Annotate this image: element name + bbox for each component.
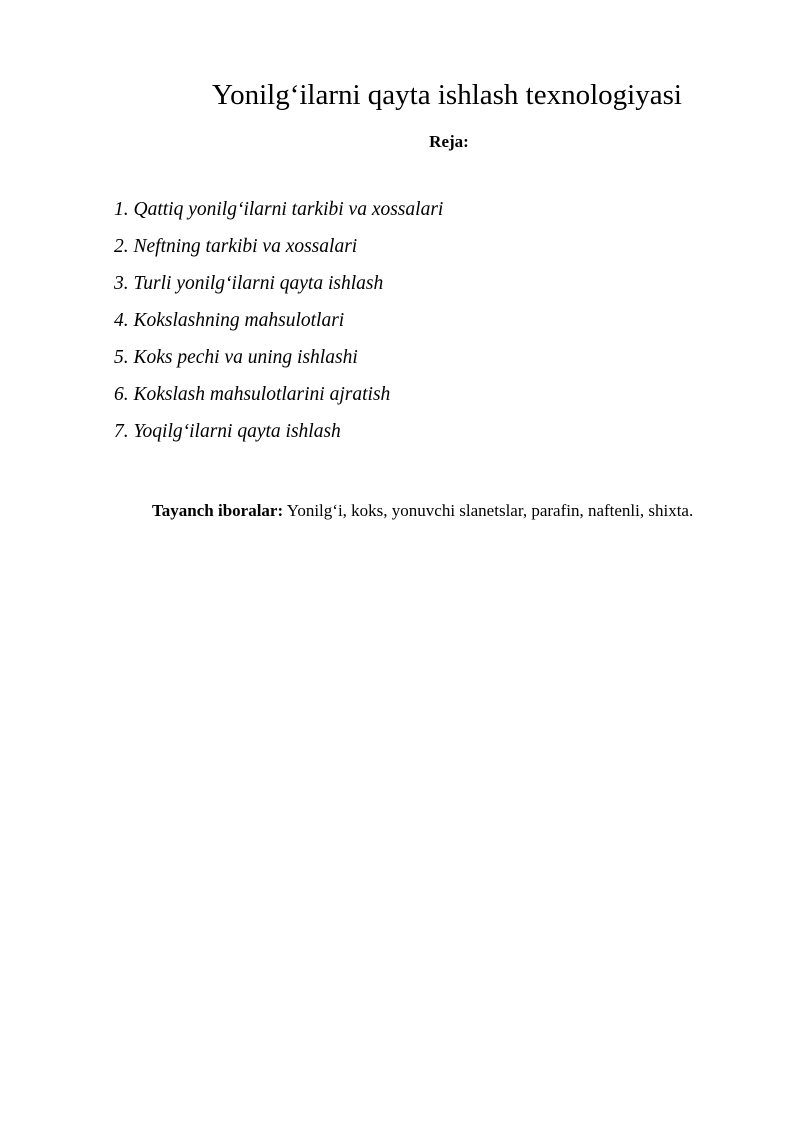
keywords-text: Yonilg‘i, koks, yonuvchi slanetslar, parafin, naftenli, shixta. <box>283 501 694 520</box>
document-title: Yonilg‘ilarni qayta ishlash texnologiyasi <box>212 79 682 111</box>
plan-list <box>114 195 443 454</box>
plan-item: 4. Kokslashning mahsulotlari <box>114 310 345 331</box>
keywords-label: Tayanch iboralar: <box>152 501 284 520</box>
plan-heading: Reja: <box>429 132 469 151</box>
plan-item: 7. Yoqilg‘ilarni qayta ishlash <box>114 421 341 442</box>
plan-item: 6. Kokslash mahsulotlarini ajratish <box>114 384 391 405</box>
keywords-paragraph <box>114 499 742 522</box>
plan-item: 1. Qattiq yonilg‘ilarni tarkibi va xossalari <box>114 199 444 220</box>
plan-item: 5. Koks pechi va uning ishlashi <box>114 347 358 368</box>
plan-item: 2. Neftning tarkibi va xossalari <box>114 236 358 257</box>
plan-item: 3. Turli yonilg‘ilarni qayta ishlash <box>114 273 384 294</box>
